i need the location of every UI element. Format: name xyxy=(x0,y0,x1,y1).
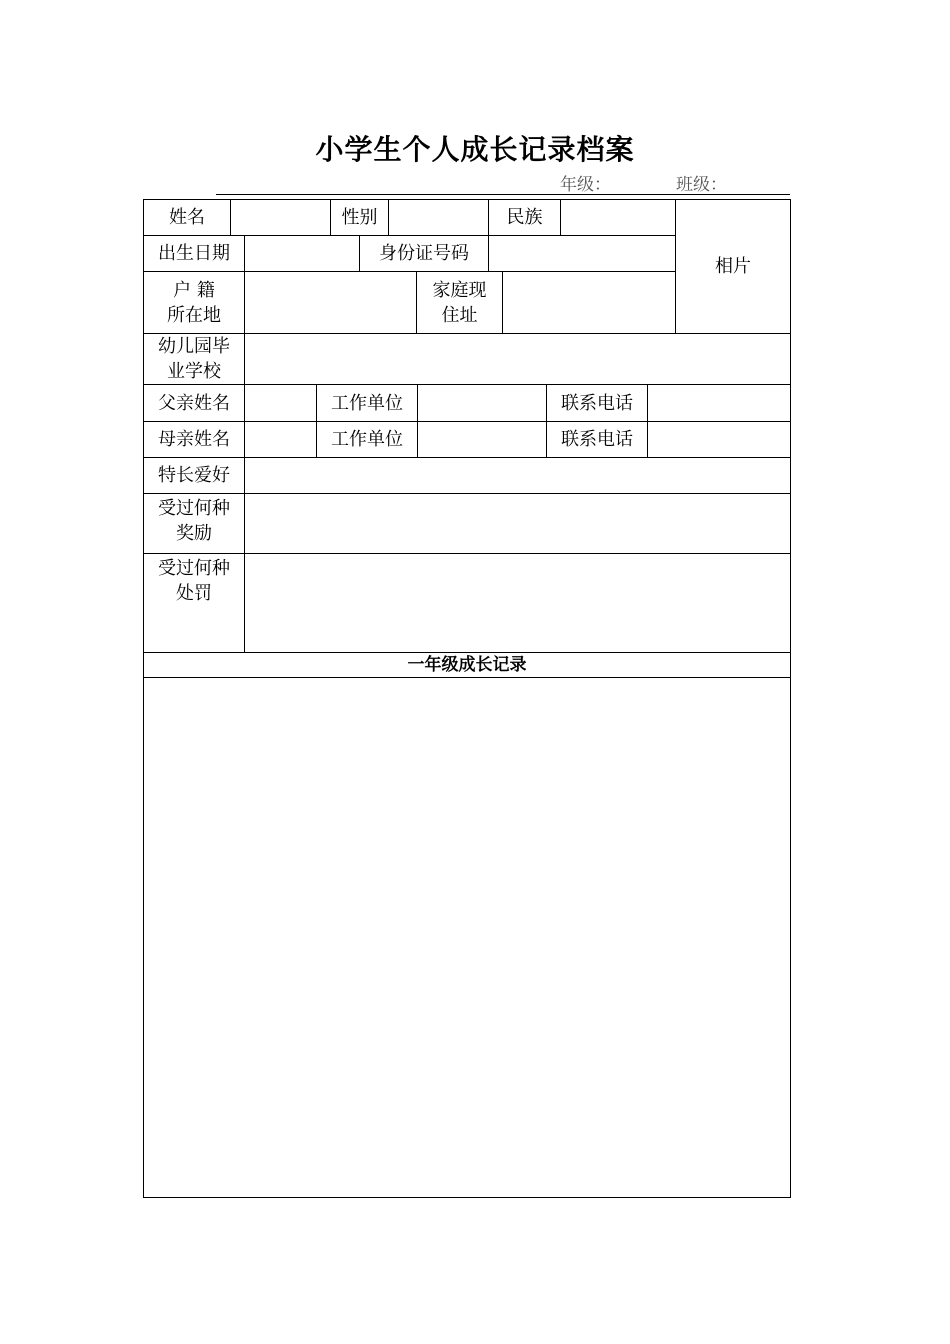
father-name-field[interactable] xyxy=(244,384,317,422)
mother-phone-label: 联系电话 xyxy=(546,421,648,458)
class-label: 班级： xyxy=(676,175,727,195)
name-label: 姓名 xyxy=(143,199,231,236)
id-number-label: 身份证号码 xyxy=(359,235,489,272)
kindergarten-label: 幼儿园毕 业学校 xyxy=(143,333,245,385)
mother-name-label: 母亲姓名 xyxy=(143,421,245,458)
ethnicity-label: 民族 xyxy=(488,199,561,236)
father-work-label: 工作单位 xyxy=(316,384,418,422)
id-number-field[interactable] xyxy=(488,235,676,272)
birthdate-label: 出生日期 xyxy=(143,235,245,272)
grade-label: 年级： xyxy=(560,175,611,195)
page-title: 小学生个人成长记录档案 xyxy=(315,133,635,166)
birthdate-field[interactable] xyxy=(244,235,360,272)
hobby-label: 特长爱好 xyxy=(143,457,245,494)
awards-field[interactable] xyxy=(244,493,791,554)
address-label: 家庭现 住址 xyxy=(416,271,503,334)
ethnicity-field[interactable] xyxy=(560,199,676,236)
record-area[interactable] xyxy=(143,677,791,1198)
household-field[interactable] xyxy=(244,271,417,334)
mother-work-label: 工作单位 xyxy=(316,421,418,458)
awards-label: 受过何种 奖励 xyxy=(143,493,245,554)
address-field[interactable] xyxy=(502,271,676,334)
father-phone-label: 联系电话 xyxy=(546,384,648,422)
mother-work-field[interactable] xyxy=(417,421,547,458)
father-name-label: 父亲姓名 xyxy=(143,384,245,422)
punishments-field[interactable] xyxy=(244,553,791,653)
gender-field[interactable] xyxy=(388,199,489,236)
kindergarten-field[interactable] xyxy=(244,333,791,385)
photo-label: 相片 xyxy=(715,256,751,277)
mother-name-field[interactable] xyxy=(244,421,317,458)
photo-box[interactable] xyxy=(675,199,791,334)
gender-label: 性别 xyxy=(330,199,389,236)
punishments-label: 受过何种 处罚 xyxy=(143,553,245,653)
name-field[interactable] xyxy=(230,199,331,236)
grade-class-line xyxy=(216,174,790,195)
record-header: 一年级成长记录 xyxy=(143,652,791,678)
hobby-field[interactable] xyxy=(244,457,791,494)
father-phone-field[interactable] xyxy=(647,384,791,422)
household-label: 户 籍 所在地 xyxy=(143,271,245,334)
mother-phone-field[interactable] xyxy=(647,421,791,458)
father-work-field[interactable] xyxy=(417,384,547,422)
